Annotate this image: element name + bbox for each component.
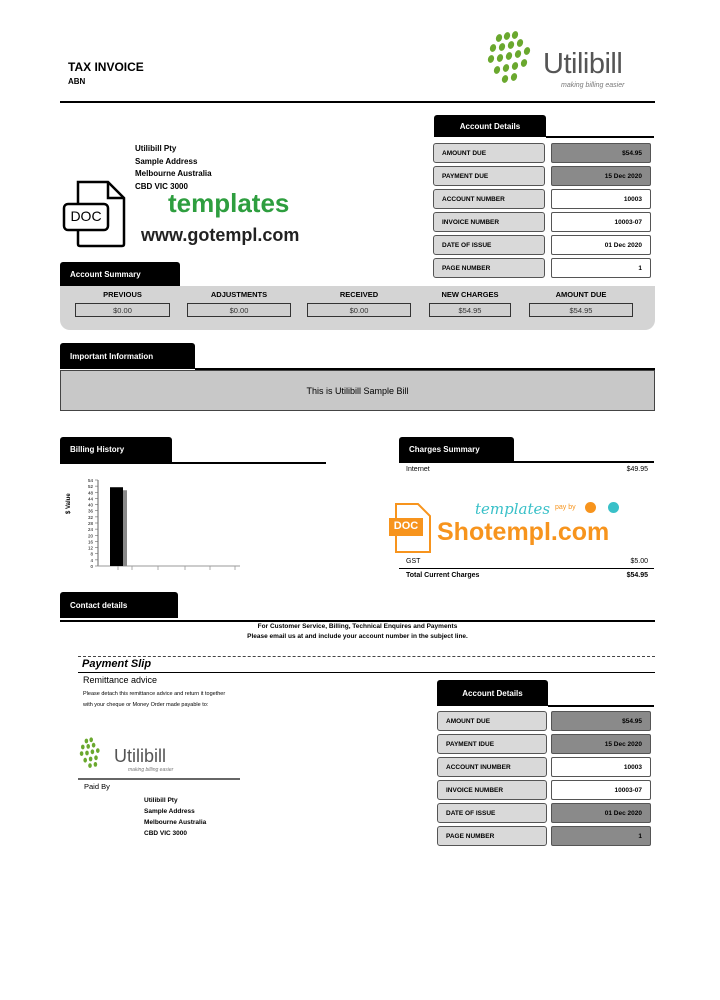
doc-file-icon bbox=[62, 180, 128, 248]
summary-column-value: $54.95 bbox=[529, 303, 633, 317]
chart-y-tick-label: 32 bbox=[87, 514, 93, 520]
total-label: Total Current Charges bbox=[406, 572, 480, 579]
detail-value: 15 Dec 2020 bbox=[551, 166, 651, 186]
detail-label: PAGE NUMBER bbox=[437, 826, 547, 846]
detail-label: ACCOUNT INUMBER bbox=[437, 757, 547, 777]
paid-by-rule bbox=[78, 778, 240, 780]
remittance-line-2: with your cheque or Money Order made payable to: bbox=[83, 702, 209, 708]
charges-summary-rule bbox=[399, 461, 654, 463]
slip-company-postal: CBD VIC 3000 bbox=[144, 830, 187, 837]
shotempl-script: templates bbox=[475, 500, 551, 518]
account-summary-tab: Account Summary bbox=[60, 262, 180, 286]
contact-line-2: Please email us at and include your account number in the subject line. bbox=[247, 633, 468, 640]
slip-address-block bbox=[144, 795, 206, 839]
internet-label: Internet bbox=[406, 466, 430, 473]
chart-y-tick-label: 16 bbox=[87, 539, 93, 545]
remittance-advice: Remittance advice bbox=[83, 675, 158, 685]
detail-value: 01 Dec 2020 bbox=[551, 235, 651, 255]
detail-label: PAYMENT IDUE bbox=[437, 734, 547, 754]
paypal-icon bbox=[608, 502, 619, 513]
billing-history-ylabel: $ Value bbox=[66, 493, 72, 514]
detail-label: DATE OF ISSUE bbox=[433, 235, 545, 255]
charges-summary-tab: Charges Summary bbox=[399, 437, 514, 462]
detail-value: 10003-07 bbox=[551, 212, 651, 232]
brand-tagline: making billing easier bbox=[561, 82, 625, 89]
slip-company-name: Utilibill Pty bbox=[144, 797, 178, 804]
header-rule bbox=[60, 101, 655, 103]
company-address: Sample Address bbox=[135, 156, 198, 166]
total-value: $54.95 bbox=[626, 572, 648, 579]
remittance-text bbox=[83, 689, 225, 711]
brand-name: Utilibill bbox=[543, 48, 623, 80]
watermark-url: www.gotempl.com bbox=[141, 225, 300, 245]
invoice-title: TAX INVOICE bbox=[68, 60, 144, 74]
detail-label: AMOUNT DUE bbox=[437, 711, 547, 731]
summary-column-label: ADJUSTMENTS bbox=[210, 290, 268, 299]
chart-y-tick-label: 0 bbox=[90, 564, 93, 569]
shotempl-brand: Shotempl.com bbox=[437, 518, 610, 546]
detach-line bbox=[78, 656, 655, 657]
company-city: Melbourne Australia bbox=[135, 169, 212, 178]
paid-by-label: Paid By bbox=[84, 782, 110, 791]
chart-y-tick-label: 44 bbox=[87, 496, 93, 502]
detail-label: ACCOUNT NUMBER bbox=[433, 189, 545, 209]
detail-value: $54.95 bbox=[551, 711, 651, 731]
chart-y-tick-label: 24 bbox=[87, 527, 93, 533]
company-postal: CBD VIC 3000 bbox=[135, 181, 188, 191]
chart-y-tick-label: 54 bbox=[87, 478, 93, 483]
detail-value: 15 Dec 2020 bbox=[551, 734, 651, 754]
contact-text bbox=[60, 622, 655, 642]
gst-label: GST bbox=[406, 558, 421, 565]
detail-value: 01 Dec 2020 bbox=[551, 803, 651, 823]
company-name: Utilibill Pty bbox=[135, 144, 177, 153]
chart-y-tick-label: 48 bbox=[87, 490, 93, 496]
billing-history-tab: Billing History bbox=[60, 437, 172, 462]
summary-column-value: $0.00 bbox=[187, 303, 291, 317]
detail-label: PAYMENT DUE bbox=[433, 166, 545, 186]
summary-column-value: $0.00 bbox=[75, 303, 170, 317]
account-details-tab: Account Details bbox=[434, 115, 546, 137]
detail-value: 10003 bbox=[551, 757, 651, 777]
leaf-logo-icon bbox=[485, 30, 545, 86]
utilibill-logo bbox=[485, 30, 655, 92]
detail-label: AMOUNT DUE bbox=[433, 143, 545, 163]
summary-column-label: PREVIOUS bbox=[103, 290, 142, 299]
summary-column-label: RECEIVED bbox=[339, 290, 379, 299]
important-info-tab: Important Information bbox=[60, 343, 195, 369]
chart-y-tick-label: 8 bbox=[90, 551, 93, 557]
contact-line-1: For Customer Service, Billing, Technical Enquires and Payments bbox=[257, 623, 458, 630]
detail-value: $54.95 bbox=[551, 143, 651, 163]
detail-label: DATE OF ISSUE bbox=[437, 803, 547, 823]
detail-value: 10003 bbox=[551, 189, 651, 209]
chart-bar bbox=[110, 487, 123, 566]
account-details-rule bbox=[546, 136, 654, 138]
slip-company-city: Melbourne Australia bbox=[144, 819, 207, 826]
billing-history-rule bbox=[60, 462, 326, 464]
chart-y-tick-label: 40 bbox=[87, 502, 93, 508]
billing-history-chart bbox=[70, 470, 250, 580]
contact-details-tab: Contact details bbox=[60, 592, 178, 618]
detail-label: INVOICE NUMBER bbox=[433, 212, 545, 232]
detail-value: 10003-07 bbox=[551, 780, 651, 800]
chart-y-tick-label: 4 bbox=[90, 557, 93, 563]
payment-slip-title: Payment Slip bbox=[82, 658, 152, 670]
slip-account-details-tab: Account Details bbox=[437, 680, 548, 706]
detail-label: INVOICE NUMBER bbox=[437, 780, 547, 800]
doc-badge-text: DOC bbox=[70, 208, 102, 224]
chart-y-tick-label: 28 bbox=[87, 521, 93, 526]
payment-slip-rule bbox=[78, 672, 655, 673]
remittance-line-1: Please detach this remittance advice and return it together bbox=[83, 691, 226, 697]
summary-column-value: $54.95 bbox=[429, 303, 511, 317]
company-address-block bbox=[135, 143, 212, 193]
important-info-box: This is Utilibill Sample Bill bbox=[60, 370, 655, 411]
detail-label: PAGE NUMBER bbox=[433, 258, 545, 278]
slip-account-details-rule bbox=[548, 705, 654, 707]
summary-column-label: AMOUNT DUE bbox=[555, 290, 607, 299]
gst-value: $5.00 bbox=[630, 558, 648, 565]
total-rule bbox=[399, 568, 654, 569]
slip-brand-tagline: making billing easier bbox=[128, 767, 174, 773]
internet-value: $49.95 bbox=[626, 466, 648, 473]
chart-y-tick-label: 36 bbox=[87, 508, 93, 514]
chart-y-tick-label: 52 bbox=[87, 484, 93, 490]
chart-y-tick-label: 20 bbox=[87, 533, 93, 539]
shotempl-doc-icon bbox=[388, 502, 432, 554]
slip-utilibill-logo bbox=[78, 736, 208, 776]
slip-brand-name: Utilibill bbox=[114, 746, 167, 766]
watermark-templates: templates bbox=[168, 188, 290, 218]
shotempl-badge: DOC bbox=[393, 520, 419, 532]
abn-label: ABN bbox=[68, 77, 86, 86]
slip-company-address: Sample Address bbox=[144, 808, 195, 815]
summary-column-label: NEW CHARGES bbox=[441, 290, 499, 299]
bitcoin-icon bbox=[585, 502, 596, 513]
detail-value: 1 bbox=[551, 826, 651, 846]
summary-column-value: $0.00 bbox=[307, 303, 411, 317]
slip-leaf-logo-icon bbox=[78, 736, 114, 770]
detail-value: 1 bbox=[551, 258, 651, 278]
chart-y-tick-label: 12 bbox=[87, 545, 93, 551]
shotempl-pay: pay by bbox=[555, 504, 576, 511]
